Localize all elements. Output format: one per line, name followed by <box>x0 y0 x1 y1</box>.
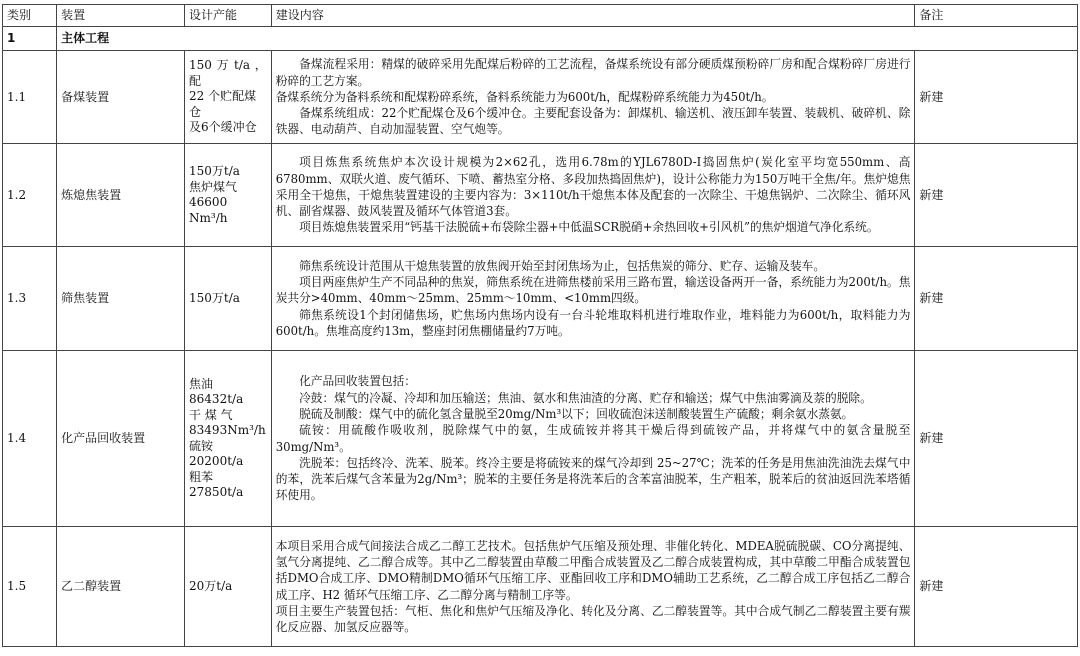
header-note: 备注 <box>915 5 1078 27</box>
row-content <box>271 527 915 647</box>
row-capacity <box>185 527 272 647</box>
row-capacity <box>185 351 272 527</box>
row-device: 筛焦装置 <box>57 247 185 351</box>
row-number: 1.5 <box>3 527 57 647</box>
section-row <box>3 27 1078 51</box>
capacity-line: 83493Nm³/h <box>189 423 266 437</box>
row-capacity <box>185 144 272 247</box>
capacity-line: 硫铵 20200t/a <box>189 438 244 468</box>
content-paragraph: 项目两座焦炉生产不同品种的焦炭，筛焦系统在进筛焦楼前采用三路布置，输送设备两开一备，系统能力为200t/h。焦炭共分>40mm、40mm～25mm、25mm～10mm、<10mm四级。 <box>275 275 911 306</box>
capacity-line: 干 煤 气 <box>189 407 233 422</box>
row-content <box>271 51 915 144</box>
table-row <box>3 247 1078 351</box>
capacity-line: 150 万 t/a ， 配 <box>189 58 267 88</box>
content-paragraph: 备煤系统分为备料系统和配煤粉碎系统，备料系统能力为600t/h，配煤粉碎系统能力为450t/h。 <box>275 89 774 104</box>
row-capacity <box>185 51 272 144</box>
content-paragraph: 硫铵：用硫酸作吸收剂，脱除煤气中的氨，生成硫铵并将其干燥后得到硫铵产品，并将煤气中的氨含量脱至30mg/Nm³。 <box>275 423 911 454</box>
header-device: 装置 <box>57 5 185 27</box>
table-row <box>3 144 1078 247</box>
row-capacity <box>185 247 272 351</box>
content-paragraph: 洗脱苯：包括终冷、洗苯、脱苯。终冷主要是将硫铵来的煤气冷却到 25~27℃；洗苯的任务是用焦油洗油洗去煤气中的苯，洗苯后煤气含苯量为2g/Nm³；脱苯的主要任务是将洗苯后的含苯富油脱苯，生产粗苯，脱苯后的贫油返回洗苯塔循环使用。 <box>275 455 911 503</box>
content-paragraph: 脱硫及制酸：煤气中的硫化氢含量脱至20mg/Nm³以下；回收硫泡沫送制酸装置生产硫酸；剩余氨水蒸氨。 <box>299 406 854 421</box>
table-row <box>3 527 1078 647</box>
content-paragraph: 筛焦系统设计范围从干熄焦装置的放焦阀开始至封闭焦场为止，包括焦炭的筛分、贮存、运输及装车。 <box>299 258 826 273</box>
row-number: 1.2 <box>3 144 57 247</box>
row-note: 新建 <box>915 527 1078 647</box>
table-row <box>3 51 1078 144</box>
section-title: 主体工程 <box>57 27 1078 51</box>
content-paragraph: 化产品回收装置包括： <box>299 374 416 389</box>
row-content <box>271 144 915 247</box>
row-content <box>271 247 915 351</box>
header-content: 建设内容 <box>271 5 915 27</box>
row-device: 炼熄焦装置 <box>57 144 185 247</box>
capacity-line: 150万t/a <box>189 290 240 305</box>
section-number: 1 <box>3 27 57 51</box>
content-paragraph: 项目炼焦系统焦炉本次设计规模为2×62孔，选用6.78m的YJL6780D-I捣固焦炉(炭化室平均宽550mm、高6780mm、双联火道、废气循环、下喷、蓄热室分格、多段加热捣固焦炉)，设计公称能力为150万吨干全焦/年。焦炉熄焦采用全干熄焦，干熄焦装置建设的主要内容为：3×110t/h干熄焦本体及配套的一次除尘、干熄焦锅炉、二次除尘、循环风机、副省煤器、鼓风装置及循环气体管道3套。 <box>275 155 911 219</box>
header-capacity: 设计产能 <box>185 5 272 27</box>
content-paragraph: 项目主要生产装置包括：气柜、焦化和焦炉气压缩及净化、转化及分离、乙二醇装置等。其中合成气制乙二醇装置主要有羰化反应器、加氢反应器等。 <box>275 603 911 635</box>
content-paragraph: 备煤系统组成：22个贮配煤仓及6个缓冲仓。主要配套设备为：卸煤机、输送机、液压卸车装置、装载机、破碎机、除铁器、电动葫芦、自动加湿装置、空气炮等。 <box>275 106 911 137</box>
capacity-line: 20万t/a <box>189 578 233 593</box>
content-paragraph: 项目炼熄焦装置采用“钙基干法脱硫+布袋除尘器+中低温SCR脱硝+余热回收+引风机”的焦炉烟道气净化系统。 <box>299 220 879 235</box>
capacity-line: 及6个缓冲仓 <box>189 120 257 135</box>
row-note: 新建 <box>915 51 1078 144</box>
content-paragraph: 筛焦系统设1个封闭储焦场，贮焦场内焦场内设有一台斗轮堆取料机进行堆取作业，堆料能力为600t/h，取料能力为600t/h。焦堆高度约13m，整座封闭焦棚储量约7万吨。 <box>275 307 911 338</box>
header-category: 类别 <box>3 5 57 27</box>
capacity-line: 150万t/a <box>189 164 240 178</box>
row-note: 新建 <box>915 247 1078 351</box>
content-paragraph: 冷鼓：煤气的冷凝、冷却和加压输送；焦油、氨水和焦油渣的分离、贮存和输送；煤气中焦油雾滴及萘的脱除。 <box>299 390 872 405</box>
row-number: 1.1 <box>3 51 57 144</box>
capacity-line: 焦炉煤气46600 <box>189 179 238 209</box>
row-note: 新建 <box>915 351 1078 527</box>
capacity-line: 22 个贮配煤仓 <box>189 89 257 119</box>
row-device: 备煤装置 <box>57 51 185 144</box>
capacity-line: Nm³/h <box>189 210 228 225</box>
row-device: 化产品回收装置 <box>57 351 185 527</box>
row-device: 乙二醇装置 <box>57 527 185 647</box>
row-number: 1.4 <box>3 351 57 527</box>
table-header-row <box>3 5 1078 27</box>
row-note: 新建 <box>915 144 1078 247</box>
row-number: 1.3 <box>3 247 57 351</box>
table-row <box>3 351 1078 527</box>
capacity-line: 粗苯 27850t/a <box>189 469 244 499</box>
row-content <box>271 351 915 527</box>
construction-table <box>2 4 1078 647</box>
content-paragraph: 备煤流程采用：精煤的破碎采用先配煤后粉碎的工艺流程，备煤系统设有部分硬质煤预粉碎厂房和配合煤粉碎厂房进行粉碎的工艺方案。 <box>275 57 911 88</box>
capacity-line: 焦油86432t/a <box>189 376 244 406</box>
content-paragraph: 本项目采用合成气间接法合成乙二醇工艺技术。包括焦炉气压缩及预处理、非催化转化、MDEA脱硫脱碳、CO分离提纯、氢气分离提纯、乙二醇合成等。其中乙二醇装置由草酸二甲酯合成装置及乙二醇合成装置构成，其中草酸二甲酯合成装置包括DMO合成工序、DMO精制DMO循环气压缩工序、亚酯回收工序和DMO辅助工艺系统，乙二醇合成工序包括乙二醇合成工序、H2 循环气压缩工序、乙二醇分离与精制工序等。 <box>275 538 911 602</box>
